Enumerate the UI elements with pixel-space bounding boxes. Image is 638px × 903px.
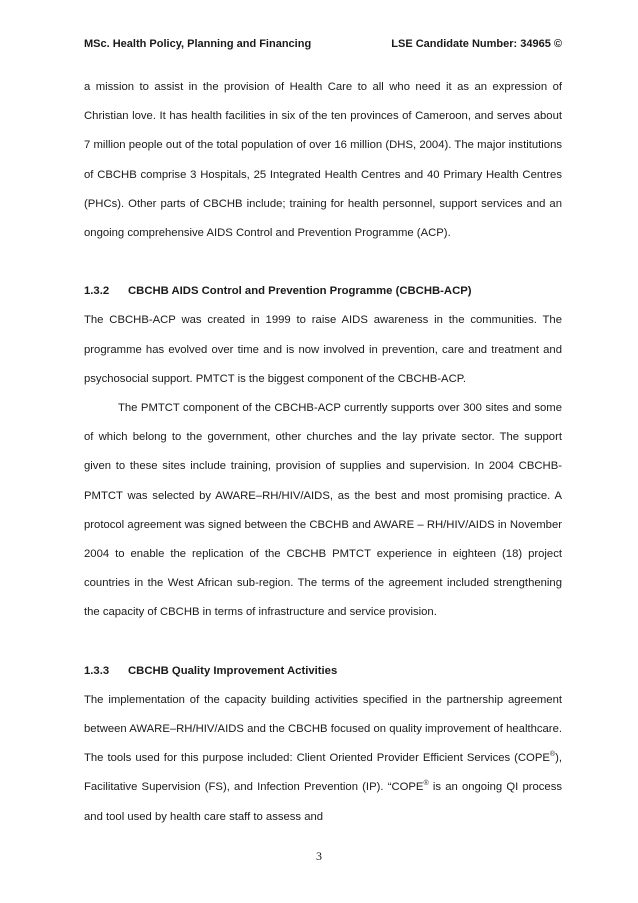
- text-run: ), Facilitative Supervision (FS), and Infection Prevention (IP). “COPE: [84, 752, 562, 794]
- section-number: 1.3.2: [84, 285, 110, 298]
- section-title: CBCHB AIDS Control and Prevention Programme (CBCHB-ACP): [128, 285, 472, 298]
- text-run: is an ongoing QI process and tool used by health care staff to assess and: [84, 781, 563, 823]
- registered-mark: ®: [549, 751, 556, 759]
- section-number: 1.3.3: [84, 664, 110, 677]
- document-body: [84, 73, 562, 832]
- section-heading-1-3-3: [84, 657, 562, 686]
- header-candidate-number: LSE Candidate Number: 34965 ©: [391, 38, 562, 50]
- spacer: [84, 628, 562, 657]
- section-heading-1-3-2: [84, 277, 562, 306]
- spacer: [84, 248, 562, 277]
- page-header: [84, 38, 562, 50]
- header-course-title: MSc. Health Policy, Planning and Financing: [84, 38, 312, 50]
- text-run: The implementation of the capacity building activities specified in the partnership agreement between AWARE–RH/HIV/AIDS and the CBCHB focused on quality improvement of healthcare. The tools used for this purpose included: Client Oriented Provider Efficient Services (COPE: [84, 693, 562, 765]
- page-number: 3: [316, 849, 322, 863]
- registered-mark: ®: [423, 780, 429, 788]
- paragraph-acp-intro: The CBCHB-ACP was created in 1999 to raise AIDS awareness in the communities. The programme has evolved over time and is now involved in prevention, care and treatment and psychosocial support. PMTCT is the biggest component of the CBCHB-ACP.: [84, 314, 562, 385]
- paragraph-qi-activities: [84, 686, 562, 832]
- paragraph-pmtct: The PMTCT component of the CBCHB-ACP currently supports over 300 sites and some of which belong to the government, other churches and the lay private sector. The support given to these sites include training, provision of supplies and supervision. In 2004 CBCHB-PMTCT was selected by AWARE–RH/HIV/AIDS, as the best and most promising practice. A protocol agreement was signed between the CBCHB and AWARE – RH/HIV/AIDS in November 2004 to enable the replication of the CBCHB PMTCT experience in eighteen (18) project countries in the West African sub-region. The terms of the agreement included strengthening the capacity of CBCHB in terms of infrastructure and service provision.: [84, 402, 562, 619]
- paragraph-cbchb-mission: a mission to assist in the provision of Health Care to all who need it as an expression of Christian love. It has health facilities in six of the ten provinces of Cameroon, and serves about 7 million people out of the total population of over 16 million (DHS, 2004). The major institutions of CBCHB comprise 3 Hospitals, 25 Integrated Health Centres and 40 Primary Health Centres (PHCs). Other parts of CBCHB include; training for health personnel, support services and an ongoing comprehensive AIDS Control and Prevention Programme (ACP).: [84, 81, 562, 240]
- section-title: CBCHB Quality Improvement Activities: [128, 664, 338, 677]
